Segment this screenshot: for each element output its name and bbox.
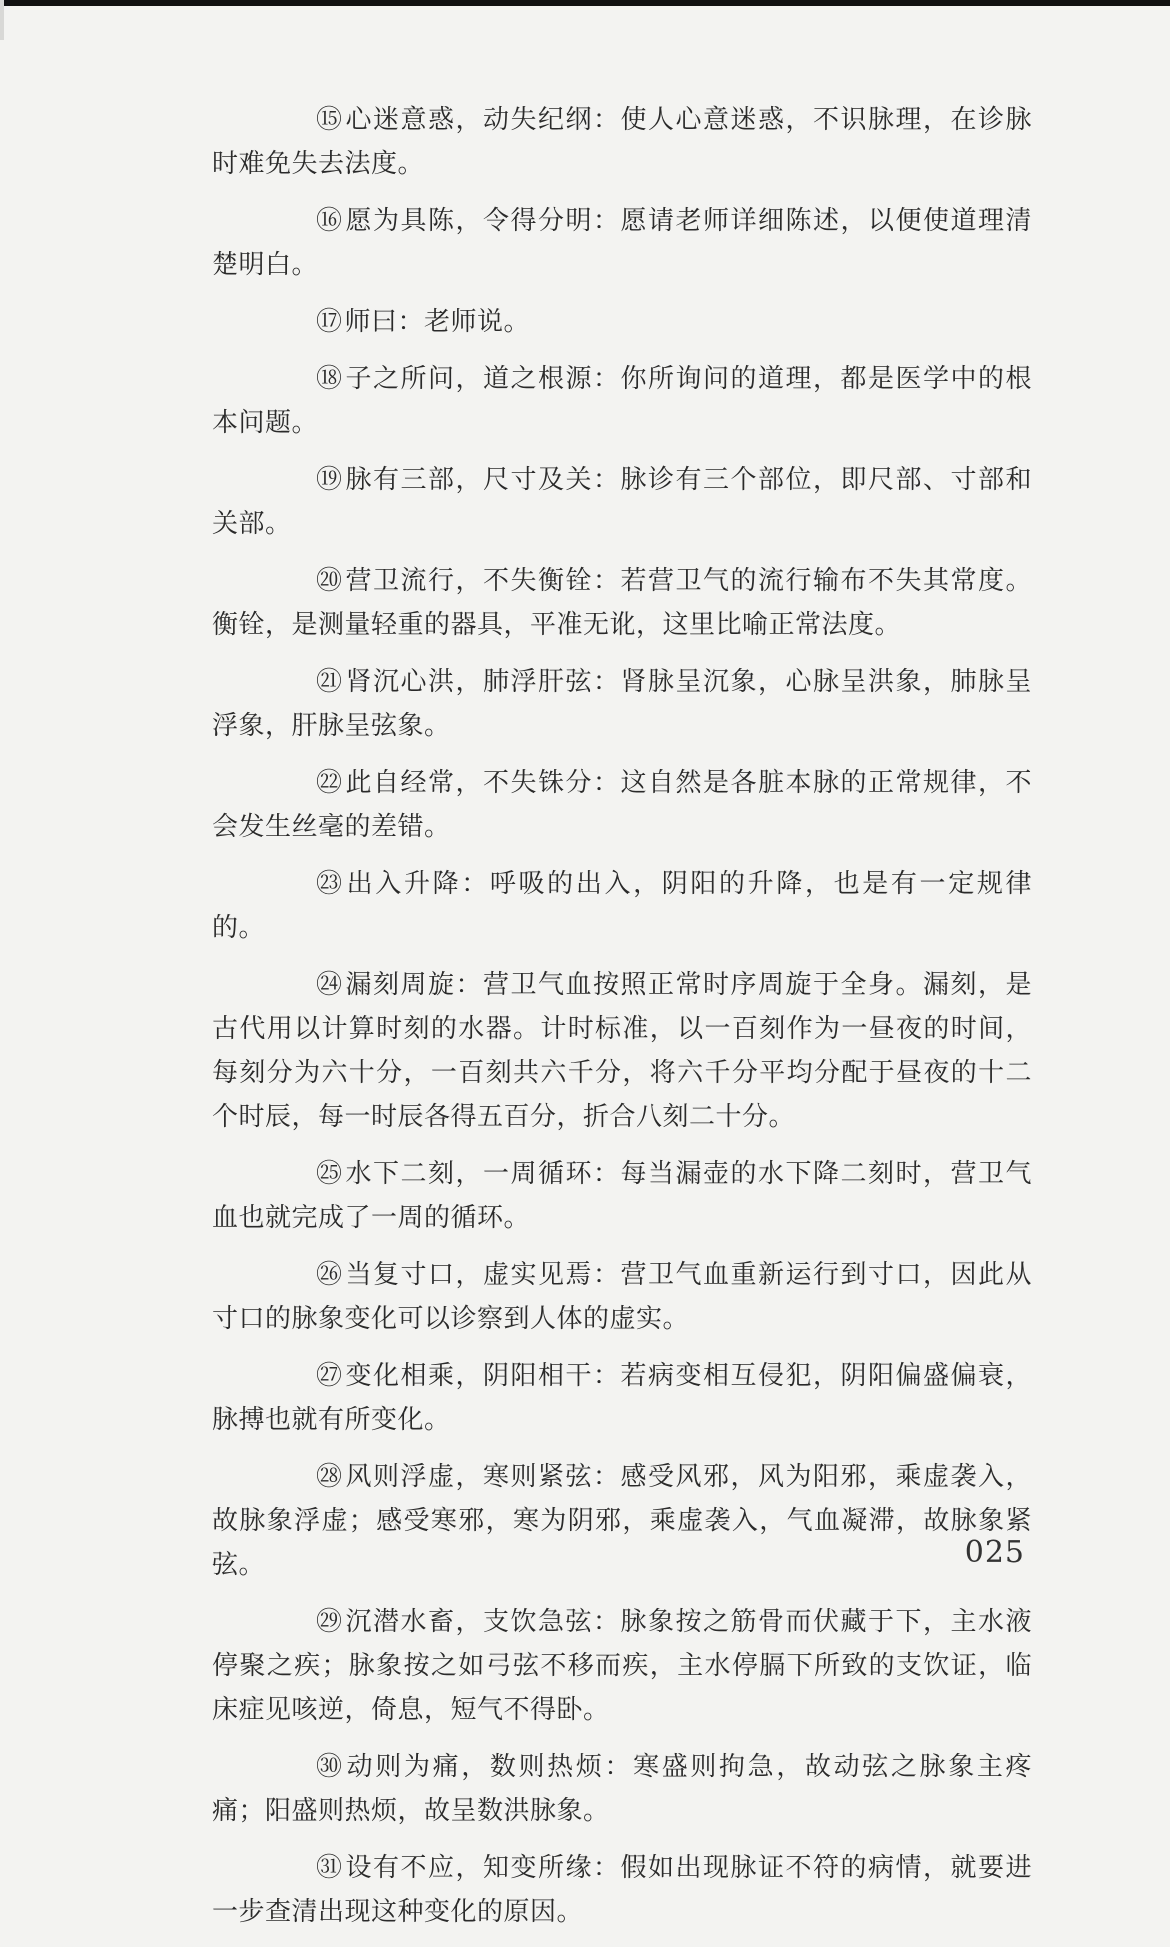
entry-text: 当复寸口，虚实见焉：营卫气血重新运行到寸口，因此从寸口的脉象变化可以诊察到人体的虚实。 xyxy=(212,1260,1032,1334)
entry-text: 营卫流行，不失衡铨：若营卫气的流行输布不失其常度。衡铨，是测量轻重的器具，平准无讹，这里比喻正常法度。 xyxy=(212,566,1032,640)
page-body xyxy=(212,98,1032,1947)
annotation-entry xyxy=(212,761,1032,849)
entry-text: 出入升降：呼吸的出入，阴阳的升降，也是有一定规律的。 xyxy=(212,869,1032,943)
entry-number: ㉑ xyxy=(316,667,343,697)
annotation-entry xyxy=(212,559,1032,647)
annotation-entry xyxy=(212,1354,1032,1442)
entry-text: 肾沉心洪，肺浮肝弦：肾脉呈沉象，心脉呈洪象，肺脉呈浮象，肝脉呈弦象。 xyxy=(212,667,1032,741)
entry-text: 沉潜水畜，支饮急弦：脉象按之筋骨而伏藏于下，主水液停聚之疾；脉象按之如弓弦不移而疾，主水停膈下所致的支饮证，临床症见咳逆，倚息，短气不得卧。 xyxy=(212,1607,1032,1725)
annotation-entry xyxy=(212,963,1032,1139)
entry-number: ⑯ xyxy=(316,206,343,236)
entry-number: ㉚ xyxy=(316,1752,343,1782)
annotation-entry xyxy=(212,300,1032,344)
entry-number: ㉘ xyxy=(316,1462,343,1492)
entry-text: 愿为具陈，令得分明：愿请老师详细陈述，以便使道理清楚明白。 xyxy=(212,206,1032,280)
annotation-entry xyxy=(212,1152,1032,1240)
entry-number: ㉛ xyxy=(316,1853,343,1883)
entry-number: ⑲ xyxy=(316,465,343,495)
annotation-entry xyxy=(212,1600,1032,1732)
entry-number: ㉕ xyxy=(316,1159,343,1189)
annotation-entry xyxy=(212,660,1032,748)
annotation-entry xyxy=(212,862,1032,950)
annotation-entry xyxy=(212,1846,1032,1934)
annotation-entry xyxy=(212,1253,1032,1341)
entry-number: ㉖ xyxy=(316,1260,343,1290)
entry-text: 漏刻周旋：营卫气血按照正常时序周旋于全身。漏刻，是古代用以计算时刻的水器。计时标准，以一百刻作为一昼夜的时间，每刻分为六十分，一百刻共六千分，将六千分平均分配于昼夜的十二个时辰，每一时辰各得五百分，折合八刻二十分。 xyxy=(212,970,1032,1132)
annotation-entry xyxy=(212,1455,1032,1587)
entry-text: 师曰：老师说。 xyxy=(344,307,531,337)
entry-number: ⑮ xyxy=(316,105,343,135)
entry-text: 脉有三部，尺寸及关：脉诊有三个部位，即尺部、寸部和关部。 xyxy=(212,465,1032,539)
entry-number: ㉒ xyxy=(316,768,343,798)
entry-number: ⑳ xyxy=(316,566,343,596)
entry-text: 设有不应，知变所缘：假如出现脉证不符的病情，就要进一步查清出现这种变化的原因。 xyxy=(212,1853,1032,1927)
annotation-entry xyxy=(212,458,1032,546)
annotation-entry xyxy=(212,357,1032,445)
entry-text: 子之所问，道之根源：你所询问的道理，都是医学中的根本问题。 xyxy=(212,364,1032,438)
entry-text: 此自经常，不失铢分：这自然是各脏本脉的正常规律，不会发生丝毫的差错。 xyxy=(212,768,1032,842)
entry-text: 动则为痛，数则热烦：寒盛则拘急，故动弦之脉象主疼痛；阳盛则热烦，故呈数洪脉象。 xyxy=(212,1752,1032,1826)
annotation-entry xyxy=(212,98,1032,186)
entry-number: ㉙ xyxy=(316,1607,343,1637)
entry-text: 心迷意惑，动失纪纲：使人心意迷惑，不识脉理，在诊脉时难免失去法度。 xyxy=(212,105,1032,179)
annotation-entry xyxy=(212,199,1032,287)
left-edge xyxy=(0,0,4,40)
entry-text: 水下二刻，一周循环：每当漏壶的水下降二刻时，营卫气血也就完成了一周的循环。 xyxy=(212,1159,1032,1233)
entry-number: ⑱ xyxy=(316,364,343,394)
entry-text: 风则浮虚，寒则紧弦：感受风邪，风为阳邪，乘虚袭入，故脉象浮虚；感受寒邪，寒为阴邪，乘虚袭入，气血凝滞，故脉象紧弦。 xyxy=(212,1462,1032,1580)
entry-text: 变化相乘，阴阳相干：若病变相互侵犯，阴阳偏盛偏衰，脉搏也就有所变化。 xyxy=(212,1361,1032,1435)
entry-number: ⑰ xyxy=(316,307,343,337)
entry-number: ㉔ xyxy=(316,970,343,1000)
entry-number: ㉗ xyxy=(316,1361,343,1391)
page-number: 025 xyxy=(964,1535,1025,1570)
entry-number: ㉓ xyxy=(316,869,343,899)
top-edge xyxy=(0,0,1170,6)
annotation-entry xyxy=(212,1745,1032,1833)
